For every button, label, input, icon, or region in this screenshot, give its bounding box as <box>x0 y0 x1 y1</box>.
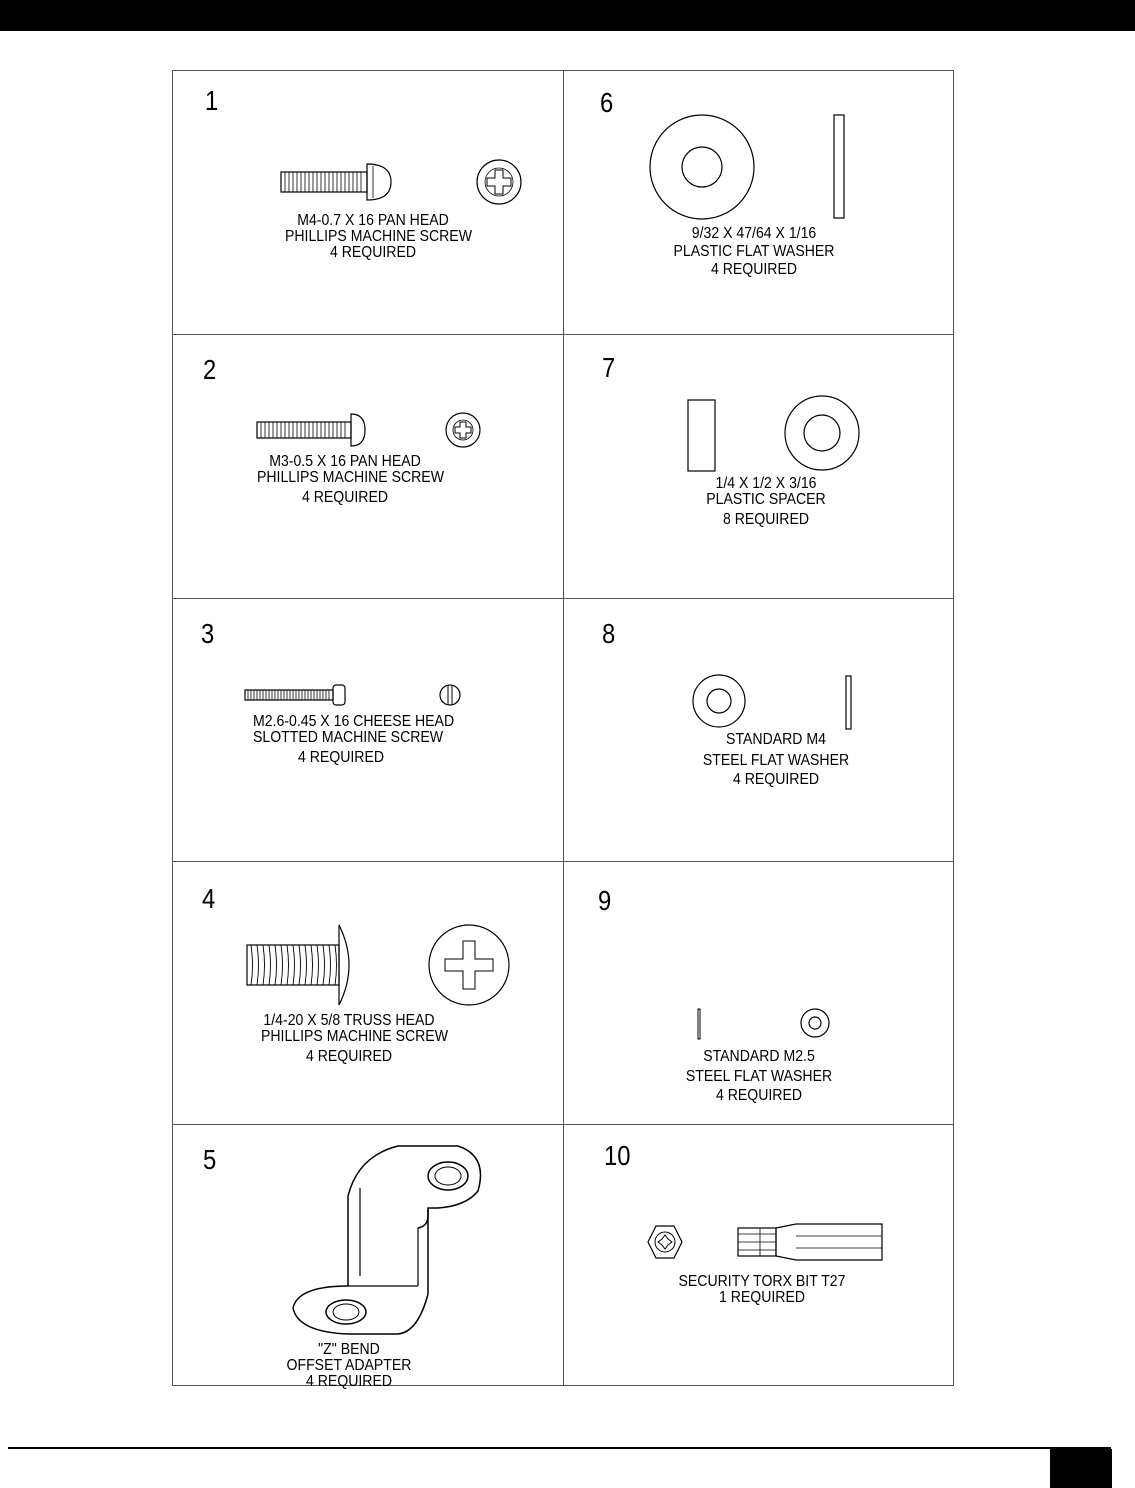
part-description <box>671 1049 847 1104</box>
part-description <box>261 1342 437 1390</box>
part-quantity-text: 4 REQUIRED <box>301 489 389 506</box>
part-quantity-text: 4 REQUIRED <box>715 1087 803 1104</box>
part-description <box>674 1274 850 1306</box>
part-description <box>285 212 472 261</box>
part-description <box>261 1012 448 1065</box>
part-size-text: 9/32 X 47/64 X 1/16 <box>691 225 817 242</box>
part-size-text: "Z" BEND <box>318 1341 380 1358</box>
part-type-text: STEEL FLAT WASHER <box>702 752 850 769</box>
part-type-text: SLOTTED MACHINE SCREW <box>253 729 444 746</box>
part-cell-7 <box>564 334 955 597</box>
page-number-box <box>1050 1449 1112 1488</box>
part-type-text: PHILLIPS MACHINE SCREW <box>257 469 444 486</box>
part-number: 10 <box>604 1140 631 1171</box>
footer-rule <box>8 1447 1111 1449</box>
z-bend-adapter-icon <box>288 1136 488 1336</box>
part-size-text: M4-0.7 X 16 PAN HEAD <box>297 212 449 229</box>
part-number: 4 <box>202 883 216 914</box>
part-cell-2 <box>173 334 564 597</box>
spacer-icon <box>686 398 866 478</box>
part-type-text: STEEL FLAT WASHER <box>685 1068 833 1085</box>
part-cell-9 <box>564 861 955 1124</box>
part-description <box>666 226 842 278</box>
part-type-text: PHILLIPS MACHINE SCREW <box>285 228 472 245</box>
part-description <box>688 732 864 788</box>
part-quantity-text: 8 REQUIRED <box>722 511 810 528</box>
part-quantity-text: 4 REQUIRED <box>710 261 798 278</box>
flat-washer-icon <box>692 674 862 734</box>
part-size-text: M3-0.5 X 16 PAN HEAD <box>269 453 421 470</box>
part-number: 5 <box>203 1144 217 1175</box>
part-number: 3 <box>201 618 215 649</box>
part-size-text: STANDARD M4 <box>726 731 826 748</box>
part-type-text: PLASTIC FLAT WASHER <box>673 243 835 260</box>
part-quantity-text: 4 REQUIRED <box>305 1373 393 1390</box>
part-quantity-text: 4 REQUIRED <box>297 749 385 766</box>
flat-washer-icon <box>650 113 850 223</box>
part-cell-4 <box>173 861 564 1124</box>
part-cell-1 <box>173 71 564 334</box>
cheese-head-slotted-screw-icon <box>243 682 473 712</box>
torx-bit-icon <box>648 1222 888 1268</box>
flat-washer-icon <box>697 1007 837 1043</box>
part-description <box>253 713 455 766</box>
part-cell-5 <box>173 1124 564 1390</box>
part-cell-6 <box>564 71 955 334</box>
part-quantity-text: 1 REQUIRED <box>718 1289 806 1306</box>
part-number: 2 <box>203 354 217 385</box>
part-cell-8 <box>564 598 955 861</box>
part-description <box>257 453 444 506</box>
part-number: 6 <box>600 87 614 118</box>
header-bar <box>0 0 1135 31</box>
part-size-text: 1/4 X 1/2 X 3/16 <box>715 475 817 492</box>
part-description <box>678 476 854 528</box>
part-size-text: STANDARD M2.5 <box>703 1048 815 1065</box>
part-type-text: OFFSET ADAPTER <box>286 1357 412 1374</box>
truss-head-phillips-screw-icon <box>243 919 513 1013</box>
part-size-text: M2.6-0.45 X 16 CHEESE HEAD <box>253 713 455 730</box>
part-number: 7 <box>602 352 616 383</box>
part-quantity-text: 4 REQUIRED <box>732 771 820 788</box>
part-cell-10 <box>564 1124 955 1387</box>
part-type-text: PHILLIPS MACHINE SCREW <box>261 1028 448 1045</box>
part-quantity-text: 4 REQUIRED <box>329 244 417 261</box>
hardware-parts-grid <box>172 70 954 1390</box>
part-number: 8 <box>602 618 616 649</box>
part-number: 9 <box>598 885 612 916</box>
part-number: 1 <box>205 85 219 116</box>
part-quantity-text: 4 REQUIRED <box>305 1048 393 1065</box>
part-cell-3 <box>173 598 564 861</box>
pan-head-phillips-screw-icon <box>273 156 533 216</box>
part-type-text: PLASTIC SPACER <box>706 491 826 508</box>
part-size-text: 1/4-20 X 5/8 TRUSS HEAD <box>263 1012 435 1029</box>
part-size-text: SECURITY TORX BIT T27 <box>678 1273 846 1290</box>
